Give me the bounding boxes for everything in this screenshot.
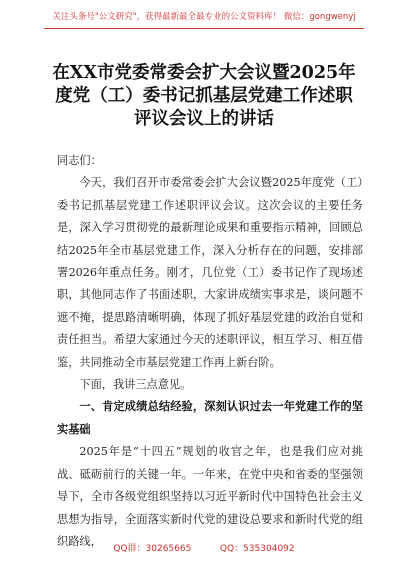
header-divider [44, 28, 364, 29]
header-promo-note: 关注头条号"公文研究"，获得最新最全最专业的公文资料库！ 微信：gongwenyj [52, 12, 356, 22]
salutation: 同志们： [57, 154, 102, 167]
body-paragraph-transition: 下面，我讲三点意见。 [79, 378, 192, 392]
section-heading-1: 一、肯定成绩总结经验，深刻认识过去一年党建工作的坚实基础 [57, 400, 363, 436]
footer-contact-note: QQ群：30265665 QQ：535304092 [113, 544, 295, 554]
document-body [57, 150, 363, 553]
body-paragraph-intro: 今天，我们召开市委常委会扩大会议暨2025年度党（工）委书记抓基层党建工作述职评议会议。这次会议的主要任务是，深入学习贯彻党的最新理论成果和重要指示精神，回顾总结2025年全市基层党建工作，深入分析存在的问题，安排部署2026年重点任务。刚才，几位党（工）委书记作了现场述职，其他同志作了书面述职，大家讲成绩实事求是，谈问题不遮不掩，提思路清晰明确，体现了抓好基层党建的政治自觉和责任担当。希望大家通过今天的述职评议，相互学习、相互借鉴，共同推动全市基层党建工作再上新台阶。 [57, 176, 363, 369]
body-paragraph-section-1: 2025年是“十四五”规划的收官之年，也是我们应对挑战、砥砺前行的关键一年。一年来，在党中央和省委的坚强领导下，全市各级党组织坚持以习近平新时代中国特色社会主义思想为指导，全面落实新时代党的建设总要求和新时代党的组织路线， [57, 445, 363, 548]
document-title: 在XX市党委常委会扩大会议暨2025年度党（工）委书记抓基层党建工作述职评议会议上的讲话 [52, 63, 356, 129]
